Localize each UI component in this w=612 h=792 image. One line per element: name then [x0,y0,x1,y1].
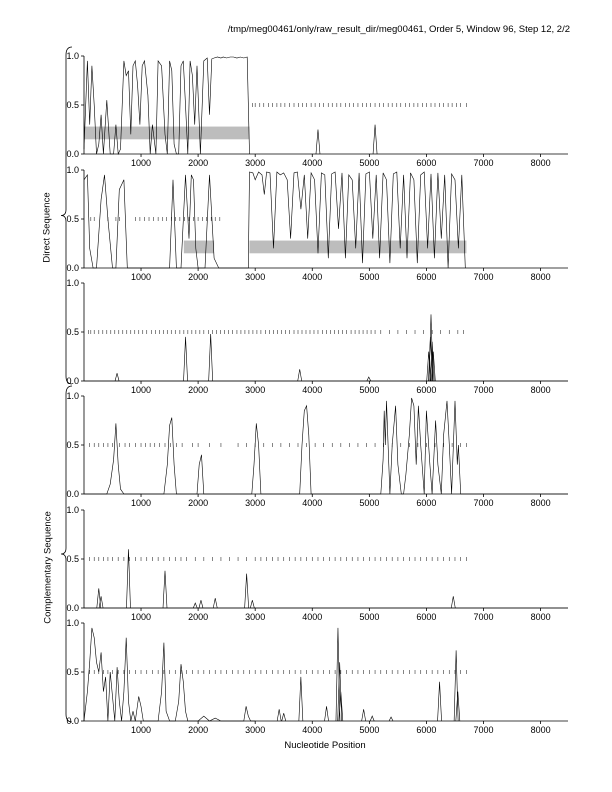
direct-sequence-label: Direct Sequence [41,192,53,263]
series-peak [213,598,217,608]
x-tick-label: 8000 [530,158,551,168]
x-tick-label: 5000 [359,498,380,508]
x-tick-label: 8000 [530,272,551,282]
x-tick-label: 5000 [359,612,380,622]
series-peak [250,600,254,608]
plot-panel-2 [66,165,568,282]
y-tick-label: 0.5 [66,554,79,564]
x-tick-label: 8000 [530,725,551,735]
x-tick-label: 3000 [245,158,266,168]
y-tick-label: 1.0 [66,618,79,628]
y-tick-label: 0.0 [66,716,79,726]
x-tick-label: 1000 [131,725,152,735]
page-title: /tmp/meg00461/only/raw_result_dir/meg00461, Order 5, Window 96, Step 12, 2/2 [227,24,570,35]
x-tick-label: 2000 [188,158,209,168]
x-tick-label: 5000 [359,385,380,395]
series-peak [115,373,119,381]
x-tick-label: 6000 [416,158,437,168]
x-tick-label: 6000 [416,498,437,508]
band-1 [184,241,214,254]
x-tick-label: 3000 [245,272,266,282]
x-tick-label: 1000 [131,612,152,622]
y-tick-label: 1.0 [66,391,79,401]
x-tick-label: 6000 [416,612,437,622]
series-peak [299,677,303,721]
x-tick-label: 7000 [473,158,494,168]
series-peak [163,571,167,608]
y-tick-label: 0.0 [66,489,79,499]
x-tick-label: 3000 [245,612,266,622]
x-tick-label: 2000 [188,385,209,395]
series-peak [316,130,320,155]
plot-panel-6 [66,618,568,735]
y-tick-label: 0.5 [66,327,79,337]
series-peak [282,713,286,721]
x-tick-label: 1000 [131,158,152,168]
x-tick-label: 1000 [131,498,152,508]
y-tick-label: 0.0 [66,603,79,613]
y-tick-label: 1.0 [66,505,79,515]
y-tick-label: 1.0 [66,165,79,175]
y-tick-label: 1.0 [66,51,79,61]
complementary-sequence-label: Complementary Sequence [42,511,54,624]
x-tick-label: 3000 [245,725,266,735]
x-tick-label: 1000 [131,385,152,395]
x-tick-label: 4000 [302,612,323,622]
x-tick-label: 7000 [473,498,494,508]
series-peak [209,334,213,381]
series-line [84,398,568,494]
x-tick-label: 6000 [416,385,437,395]
y-tick-label: 1.0 [66,278,79,288]
series-line [84,172,465,268]
x-tick-label: 5000 [359,158,380,168]
y-tick-label: 0.5 [66,214,79,224]
series-peak [97,588,101,608]
series-peak [373,125,377,154]
series-peak [277,709,281,721]
x-tick-label: 8000 [530,498,551,508]
x-tick-label: 2000 [188,725,209,735]
series-peak [199,600,203,608]
x-tick-label: 5000 [359,725,380,735]
x-tick-label: 2000 [188,272,209,282]
x-tick-label: 1000 [131,272,152,282]
series-peak [245,574,249,608]
series-peak [451,596,455,608]
x-tick-label: 4000 [302,158,323,168]
y-tick-label: 0.5 [66,100,79,110]
series-peak [325,706,329,721]
x-tick-label: 8000 [530,612,551,622]
x-tick-label: 7000 [473,385,494,395]
x-tick-label: 4000 [302,385,323,395]
x-tick-label: 3000 [245,498,266,508]
x-tick-label: 3000 [245,385,266,395]
series-peak [389,717,393,721]
plot-panel-5 [66,505,568,622]
series-peak [298,369,302,381]
x-tick-label: 7000 [473,612,494,622]
x-tick-label: 2000 [188,498,209,508]
x-tick-label: 7000 [473,725,494,735]
series-line [84,628,255,721]
x-tick-label: 4000 [302,272,323,282]
x-axis-label: Nucleotide Position [284,740,366,751]
x-tick-label: 4000 [302,725,323,735]
y-tick-label: 0.0 [66,376,79,386]
series-line [84,57,250,154]
series-peak [370,716,374,721]
x-tick-label: 2000 [188,612,209,622]
x-tick-label: 6000 [416,272,437,282]
plot-panel-3 [66,278,568,395]
y-tick-label: 0.0 [66,263,79,273]
series-peak [454,650,458,721]
y-tick-label: 0.5 [66,667,79,677]
series-peak [438,682,442,721]
series-peak [184,337,188,381]
x-tick-label: 5000 [359,272,380,282]
x-tick-label: 4000 [302,498,323,508]
x-tick-label: 7000 [473,272,494,282]
series-peak [193,603,197,608]
y-tick-label: 0.0 [66,149,79,159]
series-peak [362,709,366,721]
series-peak [367,377,371,381]
x-tick-label: 8000 [530,385,551,395]
x-tick-label: 6000 [416,725,437,735]
y-tick-label: 0.5 [66,440,79,450]
plot-panel-1 [66,51,568,168]
plot-panel-4 [66,391,568,508]
